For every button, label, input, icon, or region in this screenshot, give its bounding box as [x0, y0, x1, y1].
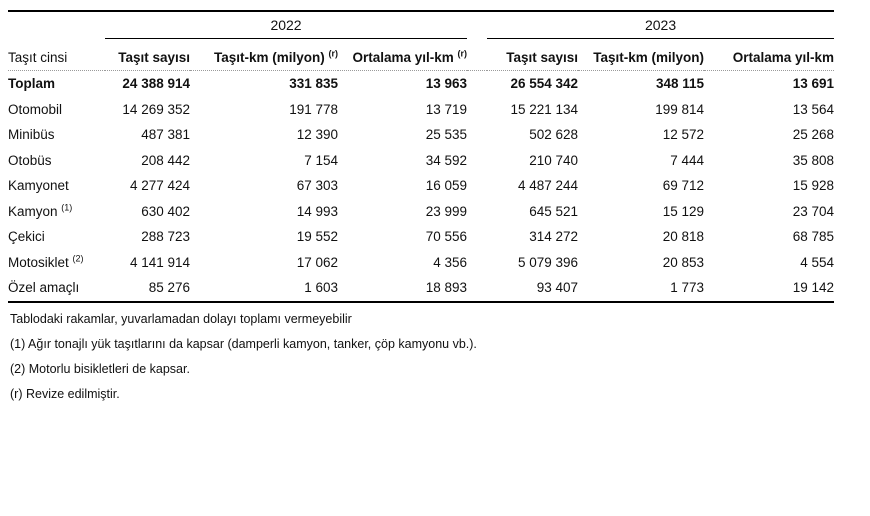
- footnote-2: (2) Motorlu bisikletleri de kapsar.: [10, 361, 190, 376]
- table-cell: 18 893: [338, 275, 467, 302]
- table-cell: 15 129: [662, 203, 705, 219]
- col-header-2022-avg-yearly-km: Ortalama yıl-km $^{(r)}$: [338, 39, 467, 71]
- row-label: Kamyonet: [8, 178, 69, 194]
- column-gap: [467, 11, 487, 39]
- column-gap: [467, 122, 487, 148]
- table-cell: 34 592: [425, 152, 468, 168]
- vehicle-stats-table: [8, 10, 834, 303]
- row-label: Minibüs: [8, 127, 55, 143]
- row-label: Özel amaçlı: [8, 275, 105, 302]
- table-cell: 67 303: [296, 178, 338, 194]
- footnote-1: (1) Ağır tonajlı yük taşıtlarını da kapsar (damperli kamyon, tanker, çöp kamyonu vb.).: [10, 336, 477, 351]
- row-label: Çekici: [8, 229, 45, 245]
- table-row-kamyonet: [8, 173, 834, 199]
- table-cell: 12 390: [296, 127, 338, 143]
- table-cell: 68 785: [792, 229, 835, 245]
- table-cell: 70 556: [425, 229, 468, 245]
- table-cell: 4 487 244: [517, 178, 579, 194]
- table-cell: 348 115: [655, 76, 705, 92]
- table-cell: 24 388 914: [122, 76, 190, 92]
- footnotes: [8, 313, 848, 401]
- table-cell: 25 535: [425, 127, 468, 143]
- table-cell: 630 402: [141, 203, 190, 219]
- col-header-2022-vehicle-count: Taşıt sayısı: [105, 39, 190, 71]
- column-gap: [467, 71, 487, 97]
- col-header-label: Taşıt cinsi: [8, 50, 68, 65]
- column-gap: [467, 224, 487, 250]
- superscript: (r): [457, 48, 468, 59]
- column-gap: [467, 250, 487, 276]
- column-gap: [467, 275, 487, 302]
- table-cell: 288 723: [141, 229, 190, 245]
- table-cell: 12 572: [662, 127, 705, 143]
- column-header-row: [8, 39, 834, 71]
- table-row-otomobil: [8, 97, 834, 123]
- table-cell: 210 740: [529, 152, 579, 168]
- table-cell: 208 442: [141, 152, 190, 168]
- row-label: Kamyon $^{(1)}$: [8, 202, 73, 219]
- table-cell: 13 691: [792, 76, 835, 92]
- col-header-2023-vehicle-count: Taşıt sayısı: [487, 39, 578, 71]
- table-cell: 23 704: [792, 203, 835, 219]
- col-header-2023-avg-yearly-km: Ortalama yıl-km: [704, 39, 834, 71]
- table-cell: 4 141 914: [129, 254, 190, 270]
- table-cell: 502 628: [529, 127, 579, 143]
- table-cell: 14 269 352: [122, 101, 190, 117]
- table-cell: 15 928: [792, 178, 835, 194]
- table-cell: 69 712: [662, 178, 705, 194]
- table-cell: 15 221 134: [510, 101, 579, 117]
- column-gap: [467, 39, 487, 71]
- column-gap: [467, 148, 487, 174]
- table-cell: 16 059: [425, 178, 468, 194]
- table-cell: 20 818: [662, 229, 705, 245]
- table-cell: 17 062: [296, 254, 338, 270]
- table-cell: 13 719: [425, 101, 468, 117]
- col-header-2023-vehicle-km: Taşıt-km (milyon): [578, 39, 704, 71]
- table-cell: 14 993: [296, 203, 338, 219]
- table-cell: 4 554: [800, 254, 835, 270]
- table-row-motosiklet: [8, 250, 834, 276]
- table-cell: 1 603: [190, 275, 338, 302]
- table-cell: 13 564: [792, 101, 835, 117]
- table-cell: 645 521: [529, 203, 579, 219]
- table-row-kamyon: [8, 199, 834, 225]
- year-header-row: [8, 11, 834, 39]
- year-header-2023: 2023: [487, 11, 834, 39]
- table-cell: 19 142: [704, 275, 834, 302]
- table-row-minibus: [8, 122, 834, 148]
- column-gap: [467, 173, 487, 199]
- footnote-revised: (r) Revize edilmiştir.: [10, 386, 120, 401]
- table-cell: 35 808: [792, 152, 835, 168]
- table-row-cekici: [8, 224, 834, 250]
- column-gap: [467, 97, 487, 123]
- table-cell: 23 999: [425, 203, 468, 219]
- column-gap: [467, 199, 487, 225]
- row-label: Motosiklet $^{(2)}$: [8, 253, 84, 270]
- year-header-2022: 2022: [105, 11, 467, 39]
- table-cell: 7 154: [304, 152, 338, 168]
- row-label: Otobüs: [8, 152, 52, 168]
- year-row-spacer: [8, 11, 105, 39]
- table-cell: 93 407: [487, 275, 578, 302]
- table-row-toplam: [8, 71, 834, 97]
- row-label: Otomobil: [8, 101, 63, 117]
- table-cell: 5 079 396: [517, 254, 579, 270]
- table-cell: 199 814: [655, 101, 705, 117]
- footnote-rounding: Tablodaki rakamlar, yuvarlamadan dolayı toplamı vermeyebilir: [10, 311, 352, 326]
- table-row-ozel-amacli: [8, 275, 834, 302]
- table-cell: 4 356: [433, 254, 468, 270]
- table-cell: 331 835: [289, 76, 338, 92]
- superscript: (r): [328, 48, 338, 59]
- table-cell: 19 552: [296, 229, 338, 245]
- table-cell: 4 277 424: [129, 178, 190, 194]
- table-cell: 25 268: [792, 127, 835, 143]
- table-cell: 1 773: [578, 275, 704, 302]
- table-cell: 191 778: [289, 101, 338, 117]
- col-header-vehicle-type: [8, 39, 105, 71]
- table-cell: 13 963: [425, 76, 468, 92]
- col-header-2022-vehicle-km: Taşıt-km (milyon) $^{(r)}$: [190, 39, 338, 71]
- table-cell: 26 554 342: [510, 76, 579, 92]
- table-cell: 314 272: [529, 229, 579, 245]
- table-row-otobus: [8, 148, 834, 174]
- table-cell: 20 853: [662, 254, 705, 270]
- table-cell: 7 444: [670, 152, 705, 168]
- table-cell: 487 381: [141, 127, 190, 143]
- row-label: Toplam: [8, 76, 55, 92]
- table-cell: 85 276: [105, 275, 190, 302]
